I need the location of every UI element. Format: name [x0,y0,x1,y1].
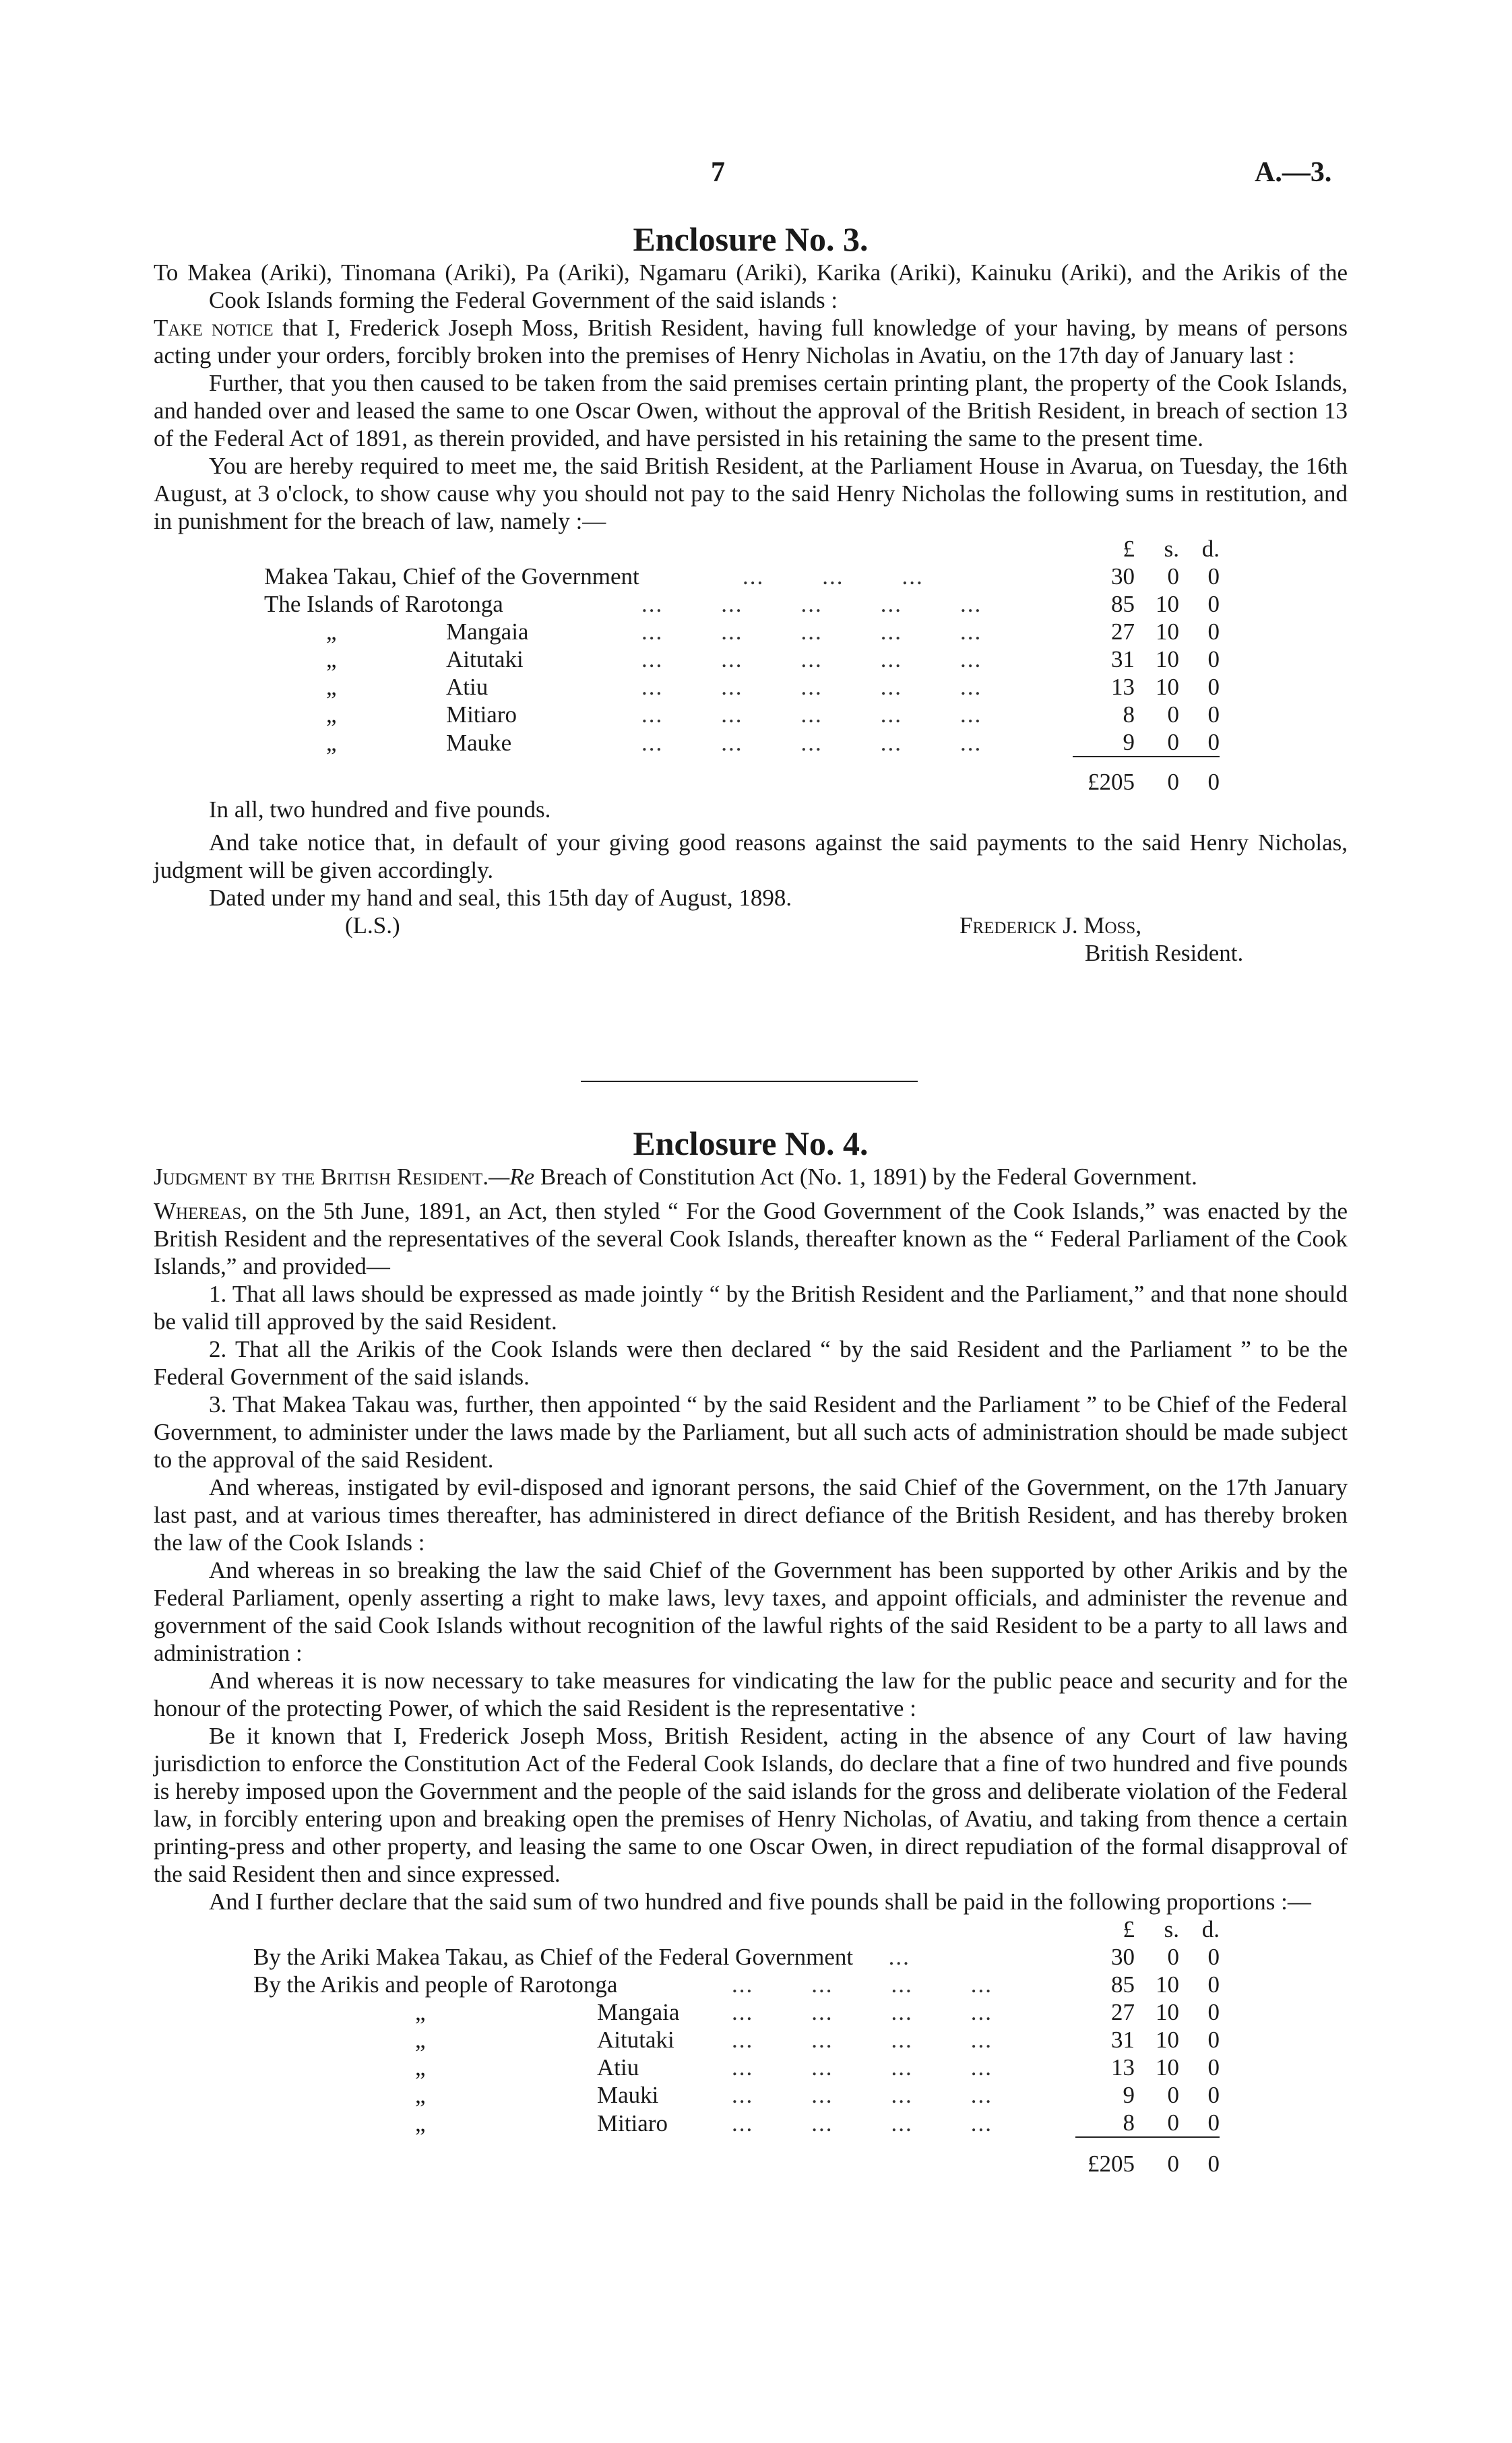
ditto-mark: „ [326,618,337,645]
row-label: Atiu [597,2054,639,2081]
amount-shillings: 0 [1167,2109,1179,2136]
leader-dots: ... [888,1944,910,1970]
leader-dots: ... ... ... [743,563,924,590]
row-label: Mauki [597,2082,659,2108]
judgment-rest: Breach of Constitution Act (No. 1, 1891) by the Federal Government. [534,1164,1197,1190]
table-row [264,701,1220,728]
amount-pence: 0 [1207,2054,1220,2081]
ditto-mark: „ [326,729,337,756]
amount-pence: 0 [1207,1944,1220,1970]
amount-pence: 0 [1207,674,1220,700]
row-label: Aitutaki [597,2027,674,2053]
total-row [264,757,1220,796]
whereas-paragraph [154,1197,1348,1280]
amount-pounds: 9 [1123,2082,1135,2108]
total-pounds: £205 [1073,757,1135,796]
amount-pounds: 31 [1111,2027,1135,2053]
shillings-head: s. [1164,536,1179,562]
further-paragraph: Further, that you then caused to be taken from the said premises certain printing plant, the property of the Cook Islands, and handed over and leased the same to one Oscar Owen, without the approval of the British Resident, in breach of section 13 of the Federal Act of 1891, as therein provided, and have persisted in his retaining the same to the present time. [154,370,1348,451]
enclosure-3-title: Enclosure No. 3. [633,220,869,258]
amount-pence: 0 [1207,646,1220,672]
table-row [253,2054,1220,2081]
ditto-mark: „ [415,2109,426,2136]
dated-line: Dated under my hand and seal, this 15th day of August, 1898. [209,885,792,911]
whereas-text: , on the 5th June, 1891, an Act, then styled “ For the Good Government of the Cook Islands,” was enacted by the British Resident and the representatives of the several Cook Islands, thereafter known as the “ Federal Parliament of the Cook Islands,” and provided— [154,1198,1348,1279]
row-label: By the Arikis and people of Rarotonga [253,1971,618,1998]
total-row [253,2137,1220,2178]
ditto-mark: „ [415,2027,426,2053]
amount-pence: 0 [1207,618,1220,645]
leader-dots: ... ... ... ... [732,1999,993,2025]
seal-mark: (L.S.) [345,912,400,939]
amount-pence: 0 [1207,701,1220,728]
amount-pence: 0 [1207,2082,1220,2108]
row-label: Mitiaro [446,701,517,728]
amount-shillings: 10 [1156,2054,1179,2081]
sums-column-heads [264,535,1220,563]
amount-pounds: 85 [1111,591,1135,617]
provision-1: 1. That all laws should be expressed as made jointly “ by the British Resident and the Parliament,” and that none should be valid till approved by the said Resident. [154,1281,1348,1335]
amount-pounds: 8 [1123,2109,1135,2136]
table-row [253,1998,1220,2026]
amount-pence: 0 [1207,729,1220,755]
in-all-line: In all, two hundred and five pounds. [209,796,551,823]
amount-shillings: 0 [1167,2082,1179,2108]
amount-shillings: 10 [1156,591,1179,617]
row-label: Atiu [446,674,489,700]
table-row [253,1971,1220,1998]
ditto-mark: „ [326,646,337,672]
total-pence: 0 [1179,757,1220,796]
amount-pence: 0 [1207,1971,1220,1998]
amount-pence: 0 [1207,2109,1220,2136]
table-row [253,2109,1220,2137]
take-notice-paragraph [154,314,1348,369]
judgment-re: —Re [489,1164,535,1190]
amount-shillings: 10 [1156,674,1179,700]
amount-pence: 0 [1207,2027,1220,2053]
amount-pounds: 30 [1111,1944,1135,1970]
amount-shillings: 10 [1156,1971,1179,1998]
table-row [264,563,1220,590]
address-paragraph: To Makea (Ariki), Tinomana (Ariki), Pa (Ariki), Ngamaru (Ariki), Karika (Ariki), Kainuku (Ariki), and the Arikis of the Cook Islands forming the Federal Government of the said islands : [154,259,1348,313]
total-shillings: 0 [1135,757,1179,796]
enclosure-3 [154,220,1348,968]
table-row [264,728,1220,757]
amount-pounds: 8 [1123,701,1135,728]
total-pence: 0 [1179,2137,1220,2178]
table-row [264,645,1220,673]
section-divider [581,1081,918,1082]
table-row [264,618,1220,645]
total-shillings: 0 [1135,2137,1179,2178]
take-notice-text: that I, Frederick Joseph Moss, British Resident, having full knowledge of your having, by means of persons acting under your orders, forcibly broken into the premises of Henry Nicholas in Avatiu, on the 17th day of January last : [154,315,1348,369]
row-label: Aitutaki [446,646,524,672]
ditto-mark: „ [326,674,337,700]
pence-head: d. [1201,536,1220,562]
leader-dots: ... ... ... ... ... [641,729,982,756]
row-label: Mangaia [597,1999,680,2025]
row-label: The Islands of Rarotonga [264,591,503,617]
table-row [253,2081,1220,2109]
amount-shillings: 0 [1167,701,1179,728]
leader-dots: ... ... ... ... ... [641,674,982,700]
amount-pence: 0 [1207,1999,1220,2025]
amount-shillings: 0 [1167,563,1179,590]
default-paragraph: And take notice that, in default of your giving good reasons against the said payments to the said Henry Nicholas, judgment will be given accordingly. [154,829,1348,883]
leader-dots: ... ... ... ... [732,2082,993,2108]
provision-3: 3. That Makea Takau was, further, then appointed “ by the said Resident and the Parliament ” to be Chief of the Federal Government, to administer under the laws made by the Parliament, but all such acts of administration should be made subject to the approval of the said Resident. [154,1391,1348,1473]
amount-shillings: 10 [1156,618,1179,645]
signature-name: Frederick J. Moss, [959,912,1142,939]
sums-table [264,535,1220,796]
proportions-column-heads [253,1915,1220,1943]
amount-pounds: 85 [1111,1971,1135,1998]
leader-dots: ... ... ... ... [732,1971,993,1998]
table-row [264,590,1220,618]
table-row [264,673,1220,701]
ditto-mark: „ [326,701,337,728]
supported-paragraph: And whereas in so breaking the law the said Chief of the Government has been supported by other Arikis and by the Federal Parliament, openly asserting a right to make laws, levy taxes, and appoint officials, and administer the revenue and government of the said Cook Islands without recognition of the lawful rights of the said Resident to be a party to all laws and administration : [154,1557,1348,1666]
leader-dots: ... ... ... ... [732,2054,993,2081]
instigated-paragraph: And whereas, instigated by evil-disposed and ignorant persons, the said Chief of the Government, on the 17th January last past, and at various times thereafter, has administered in direct defiance of the British Resident, and has thereby broken the law of the Cook Islands : [154,1474,1348,1556]
amount-pounds: 31 [1111,646,1135,672]
amount-pounds: 13 [1111,674,1135,700]
leader-dots: ... ... ... ... ... [641,646,982,672]
ditto-mark: „ [415,1999,426,2025]
be-it-known-paragraph: Be it known that I, Frederick Joseph Moss, British Resident, acting in the absence of any Court of law having jurisdiction to enforce the Constitution Act of the Federal Cook Islands, do declare that a fine of two hundred and five pounds is hereby imposed upon the Government and the people of the said islands for the gross and deliberate violation of the Federal law, in forcibly entering upon and breaking open the premises of Henry Nicholas, of Avatiu, and taking from thence a certain printing-press and other property, and leasing the same to one Oscar Owen, in direct repudiation of the formal disapproval of the said Resident then and since expressed. [154,1723,1348,1887]
amount-shillings: 10 [1156,1999,1179,2025]
leader-dots: ... ... ... ... [732,2027,993,2053]
total-pounds: £205 [1075,2137,1135,2178]
pence-head: d. [1201,1916,1220,1942]
amount-pounds: 13 [1111,2054,1135,2081]
pounds-head: £ [1123,1916,1135,1942]
amount-pounds: 9 [1123,729,1135,755]
further-declare-paragraph: And I further declare that the said sum of two hundred and five pounds shall be paid in the following proportions :— [209,1889,1311,1915]
judgment-lead: Judgment by the British Resident. [154,1164,489,1190]
ditto-mark: „ [415,2054,426,2081]
proportions-table [253,1915,1220,2178]
ditto-mark: „ [415,2082,426,2108]
necessary-paragraph: And whereas it is now necessary to take measures for vindicating the law for the public peace and security and for the honour of the protecting Power, of which the said Resident is the representative : [154,1668,1348,1721]
pounds-head: £ [1123,536,1135,562]
amount-shillings: 10 [1156,2027,1179,2053]
page-number: 7 [711,157,725,188]
shillings-head: s. [1164,1916,1179,1942]
amount-pence: 0 [1207,563,1220,590]
take-notice-lead: Take notice [154,315,274,341]
amount-shillings: 0 [1167,1944,1179,1970]
row-label: Mangaia [446,618,529,645]
signature-block [154,912,1348,968]
leader-dots: ... ... ... ... ... [641,618,982,645]
amount-pounds: 27 [1111,618,1135,645]
enclosure-4-title: Enclosure No. 4. [633,1124,869,1162]
amount-shillings: 10 [1156,646,1179,672]
row-label: Makea Takau, Chief of the Government [264,563,639,590]
signature-title: British Resident. [1085,940,1244,966]
judgment-subtitle [154,1163,1348,1191]
table-row [253,1943,1220,1971]
amount-pence: 0 [1207,591,1220,617]
leader-dots: ... ... ... ... ... [641,591,982,617]
row-label: Mitiaro [597,2109,668,2136]
amount-pounds: 30 [1111,563,1135,590]
required-paragraph: You are hereby required to meet me, the said British Resident, at the Parliament House in Avarua, on Tuesday, the 16th August, at 3 o'clock, to show cause why you should not pay to the said Henry Nicholas the following sums in restitution, and in punishment for the breach of law, namely :— [154,453,1348,534]
leader-dots: ... ... ... ... [732,2109,993,2136]
document-reference: A.—3. [1255,157,1332,188]
row-label: Mauke [446,729,512,756]
provision-2: 2. That all the Arikis of the Cook Islands were then declared “ by the said Resident and the Parliament ” to be the Federal Government of the said islands. [154,1336,1348,1390]
row-label: By the Ariki Makea Takau, as Chief of the Federal Government ... [253,1944,910,1970]
whereas-lead: Whereas [154,1198,242,1224]
table-row [253,2026,1220,2054]
amount-pounds: 27 [1111,1999,1135,2025]
enclosure-4 [154,1124,1348,2178]
amount-shillings: 0 [1167,729,1179,755]
leader-dots: ... ... ... ... ... [641,701,982,728]
